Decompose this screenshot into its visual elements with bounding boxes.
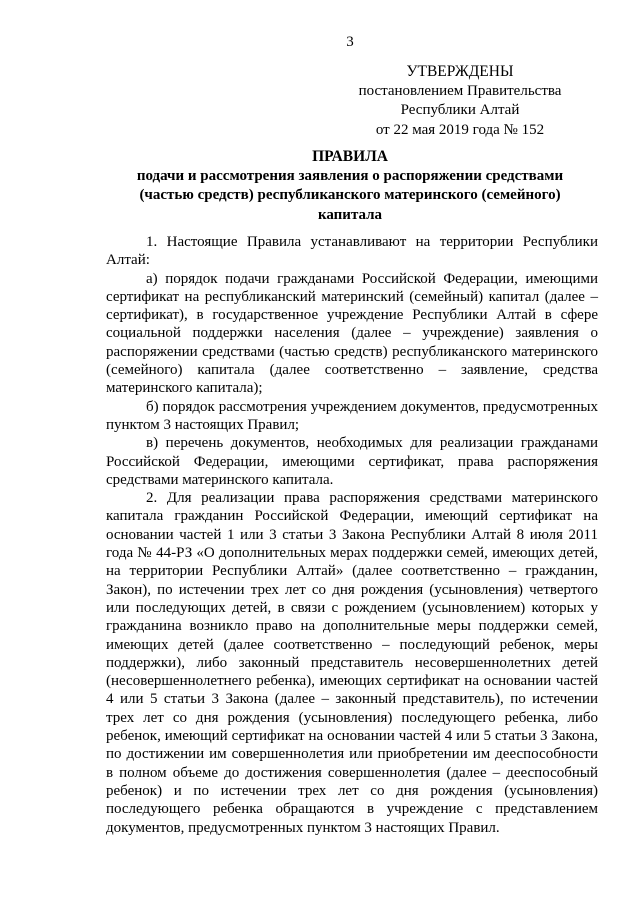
document-body <box>106 233 598 837</box>
page-number: 3 <box>346 34 354 50</box>
approval-block <box>340 62 580 140</box>
paragraph-1c: в) перечень документов, необходимых для реализации гражданами Российской Федерации, имеющими сертификат, права распоряжения средствами материнского капитала. <box>106 435 598 488</box>
paragraph-1a: а) порядок подачи гражданами Российской Федерации, имеющими сертификат на республиканский материнский (семейный) капитал (далее – сертификат), в государственное учреждение Республики Алтай в сфере социальной поддержки населения (далее – учреждение) заявления о распоряжении средствами (частью средств) республиканского материнского (семейного) капитала (далее соответственно – заявление, средства материнского капитала); <box>106 270 598 397</box>
approval-line-3: от 22 мая 2019 года № 152 <box>375 121 545 138</box>
approval-line-1: постановлением Правительства <box>358 82 562 99</box>
paragraph-1: 1. Настоящие Правила устанавливают на территории Республики Алтай: <box>106 234 598 269</box>
approval-line-2: Республики Алтай <box>400 102 520 118</box>
paragraph-1b: б) порядок рассмотрения учреждением документов, предусмотренных пунктом 3 настоящих Правил; <box>106 398 598 433</box>
document-title <box>100 147 600 225</box>
title-line-3: капитала <box>317 206 383 223</box>
paragraph-2: 2. Для реализации права распоряжения средствами материнского капитала гражданин Российской Федерации, имеющий сертификат на основании частей 1 или 3 статьи 3 Закона Республики Алтай 8 июля 2011 года № 44-РЗ «О дополнительных мерах поддержки семей, имеющих детей, на территории Республики Алтай» (далее соответственно – гражданин, Закон), по истечении трех лет со дня рождения (усыновления) четвертого или последующих детей, в связи с рождением (усыновлением) которых у гражданина возникло право на дополнительные меры поддержки семей, имеющих детей (далее соответственно – последующий ребенок, меры поддержки), либо законный представитель несовершеннолетних детей (несовершеннолетнего ребенка), имеющих сертификат на основании частей 4 или 5 статьи 3 Закона (далее – законный представитель), по истечении трех лет со дня рождения (усыновления) последующего ребенка, либо ребенок, имеющий сертификат на основании частей 4 или 5 статьи 3 Закона, по достижении им совершеннолетия или приобретении им дееспособности в полном объеме до достижения совершеннолетия (далее – дееспособный ребенок) и по истечении трех лет со дня рождения (усыновления) последующего ребенка обращаются в учреждение с представлением документов, предусмотренных пунктом 3 настоящих Правил. <box>106 490 598 836</box>
title-main: ПРАВИЛА <box>312 148 388 165</box>
title-line-1: подачи и рассмотрения заявления о распоряжении средствами <box>136 167 564 184</box>
title-line-2: (частью средств) республиканского материнского (семейного) <box>139 187 561 203</box>
approval-heading: УТВЕРЖДЕНЫ <box>406 63 514 80</box>
